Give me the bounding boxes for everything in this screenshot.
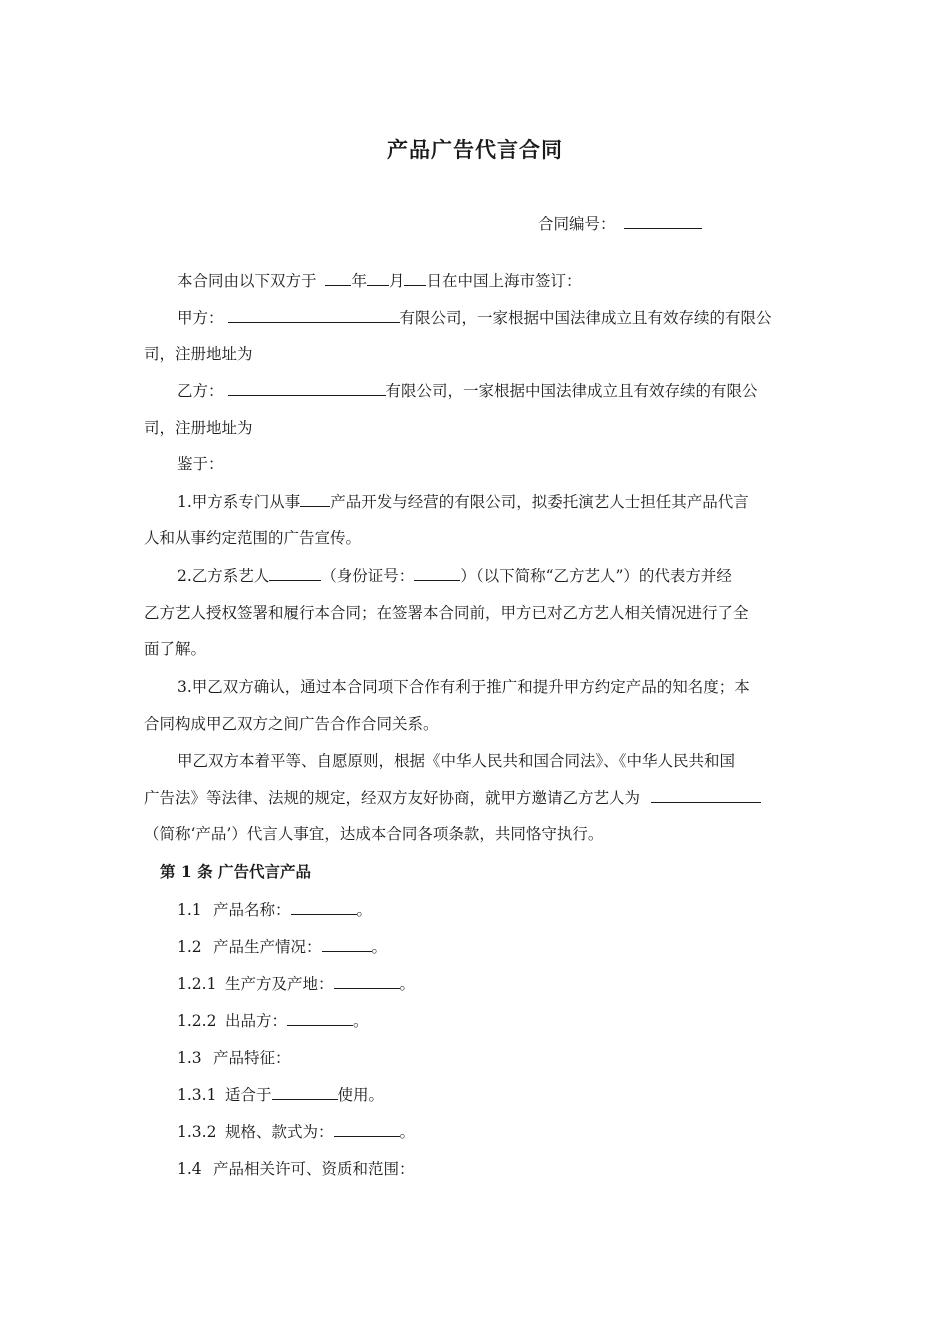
basis-text: 广告法》等法律、法规的规定，经双方友好协商，就甲方邀请乙方艺人为: [144, 789, 641, 807]
clause-number: 1.3.1: [177, 1086, 217, 1104]
party-b-text: 有限公司，一家根据中国法律成立且有效存续的有限公: [385, 382, 758, 400]
party-b-blank: [228, 381, 386, 396]
clause-end: 。: [356, 901, 373, 919]
whereas-3-line2: 合同构成甲乙双方之间广告合作合同关系。: [144, 715, 439, 733]
clause-number: 1.3.2: [177, 1123, 217, 1141]
whereas-3-line1: 3.甲乙双方确认，通过本合同项下合作有利于推广和提升甲方约定产品的知名度；本: [177, 678, 750, 696]
usage-blank: [272, 1085, 338, 1100]
clause-1-2-2: [144, 1010, 808, 1032]
clause-text: 适合于: [225, 1086, 272, 1104]
whereas-2-line3: 面了解。: [144, 640, 207, 658]
whereas-heading: 鉴于：: [177, 455, 224, 473]
contract-number: [538, 212, 702, 234]
clause-end: 。: [399, 1123, 416, 1141]
party-b-line2: 司，注册地址为: [144, 419, 253, 437]
business-blank: [300, 492, 330, 507]
clause-number: 1.2: [177, 938, 202, 956]
whereas-2-text-c: ）（以下简称“乙方艺人”）的代表方并经: [460, 567, 732, 585]
clause-text: 产品特征：: [213, 1049, 291, 1067]
year-blank: [325, 271, 351, 286]
clause-end: 。: [353, 1012, 369, 1030]
clause-number: 1.2.1: [177, 975, 217, 993]
contract-number-label: 合同编号：: [538, 215, 616, 233]
clause-1-1: [144, 899, 808, 921]
whereas-2-text-a: 2.乙方系艺人: [177, 567, 270, 585]
year-label: 年: [351, 272, 367, 290]
party-a-blank: [228, 308, 400, 323]
clause-1-2-1: [144, 973, 808, 995]
whereas-2-text-b: （身份证号：: [321, 567, 415, 585]
clause-1-2: [144, 936, 808, 958]
publisher-blank: [287, 1011, 353, 1026]
day-blank: [404, 271, 426, 286]
basis-line3: （简称‘产品’）代言人事宜，达成本合同各项条款，共同恪守执行。: [144, 825, 604, 843]
page-title: 产品广告代言合同: [387, 137, 563, 162]
product-blank: [651, 788, 761, 803]
clause-1-3: [144, 1047, 808, 1069]
whereas-1-text-b: 产品开发与经营的有限公司，拟委托演艺人士担任其产品代言: [330, 493, 749, 511]
clause-text: 规格、款式为：: [225, 1123, 334, 1141]
clause-1-3-1: [144, 1084, 808, 1106]
whereas-1-text-a: 1.甲方系专门从事: [177, 493, 301, 511]
party-b-label: 乙方：: [177, 382, 224, 400]
clause-text: 出品方：: [225, 1012, 288, 1030]
spec-blank: [334, 1122, 400, 1137]
producer-blank: [334, 974, 400, 989]
party-a-text: 有限公司，一家根据中国法律成立且有效存续的有限公: [399, 309, 772, 327]
clause-text: 产品名称：: [213, 901, 291, 919]
intro-line: [144, 270, 808, 292]
clause-end: 。: [399, 975, 416, 993]
artist-blank: [269, 566, 321, 581]
party-a-label: 甲方：: [177, 309, 224, 327]
month-blank: [367, 271, 389, 286]
clause-number: 1.1: [177, 901, 202, 919]
month-label: 月: [388, 272, 405, 290]
whereas-1-line2: 人和从事约定范围的广告宣传。: [144, 529, 362, 547]
clause-1-3-2: [144, 1121, 808, 1143]
party-a-line2: 司，注册地址为: [144, 345, 253, 363]
basis-line2: [144, 787, 808, 809]
basis-line1: 甲乙双方本着平等、自愿原则，根据《中华人民共和国合同法》、《中华人民共和国: [177, 752, 736, 770]
clause-number: 1.3: [177, 1049, 202, 1067]
clause-number: 1.2.2: [177, 1012, 217, 1030]
day-label: 日在中国上海市签订：: [426, 272, 582, 290]
product-name-blank: [291, 900, 357, 915]
clause-end: 。: [371, 938, 388, 956]
whereas-1-line1: [144, 491, 808, 513]
whereas-2-line2: 乙方艺人授权签署和履行本合同；在签署本合同前，甲方已对乙方艺人相关情况进行了全: [144, 604, 749, 622]
clause-end: 使用。: [337, 1086, 385, 1104]
contract-number-blank: [624, 214, 702, 229]
clause-number: 1.4: [177, 1160, 202, 1178]
clause-text: 生产方及产地：: [225, 975, 334, 993]
clause-text: 产品相关许可、资质和范围：: [213, 1160, 415, 1178]
party-b-line: [144, 380, 808, 402]
clause-1-4: [144, 1158, 808, 1180]
intro-text: 本合同由以下双方于: [177, 272, 317, 290]
clause-text: 产品生产情况：: [213, 938, 322, 956]
whereas-2-line1: [144, 565, 808, 587]
article-1-heading: 第 1 条 广告代言产品: [160, 862, 311, 881]
party-a-line: [144, 307, 808, 329]
production-blank: [322, 937, 372, 952]
id-number-blank: [414, 566, 460, 581]
